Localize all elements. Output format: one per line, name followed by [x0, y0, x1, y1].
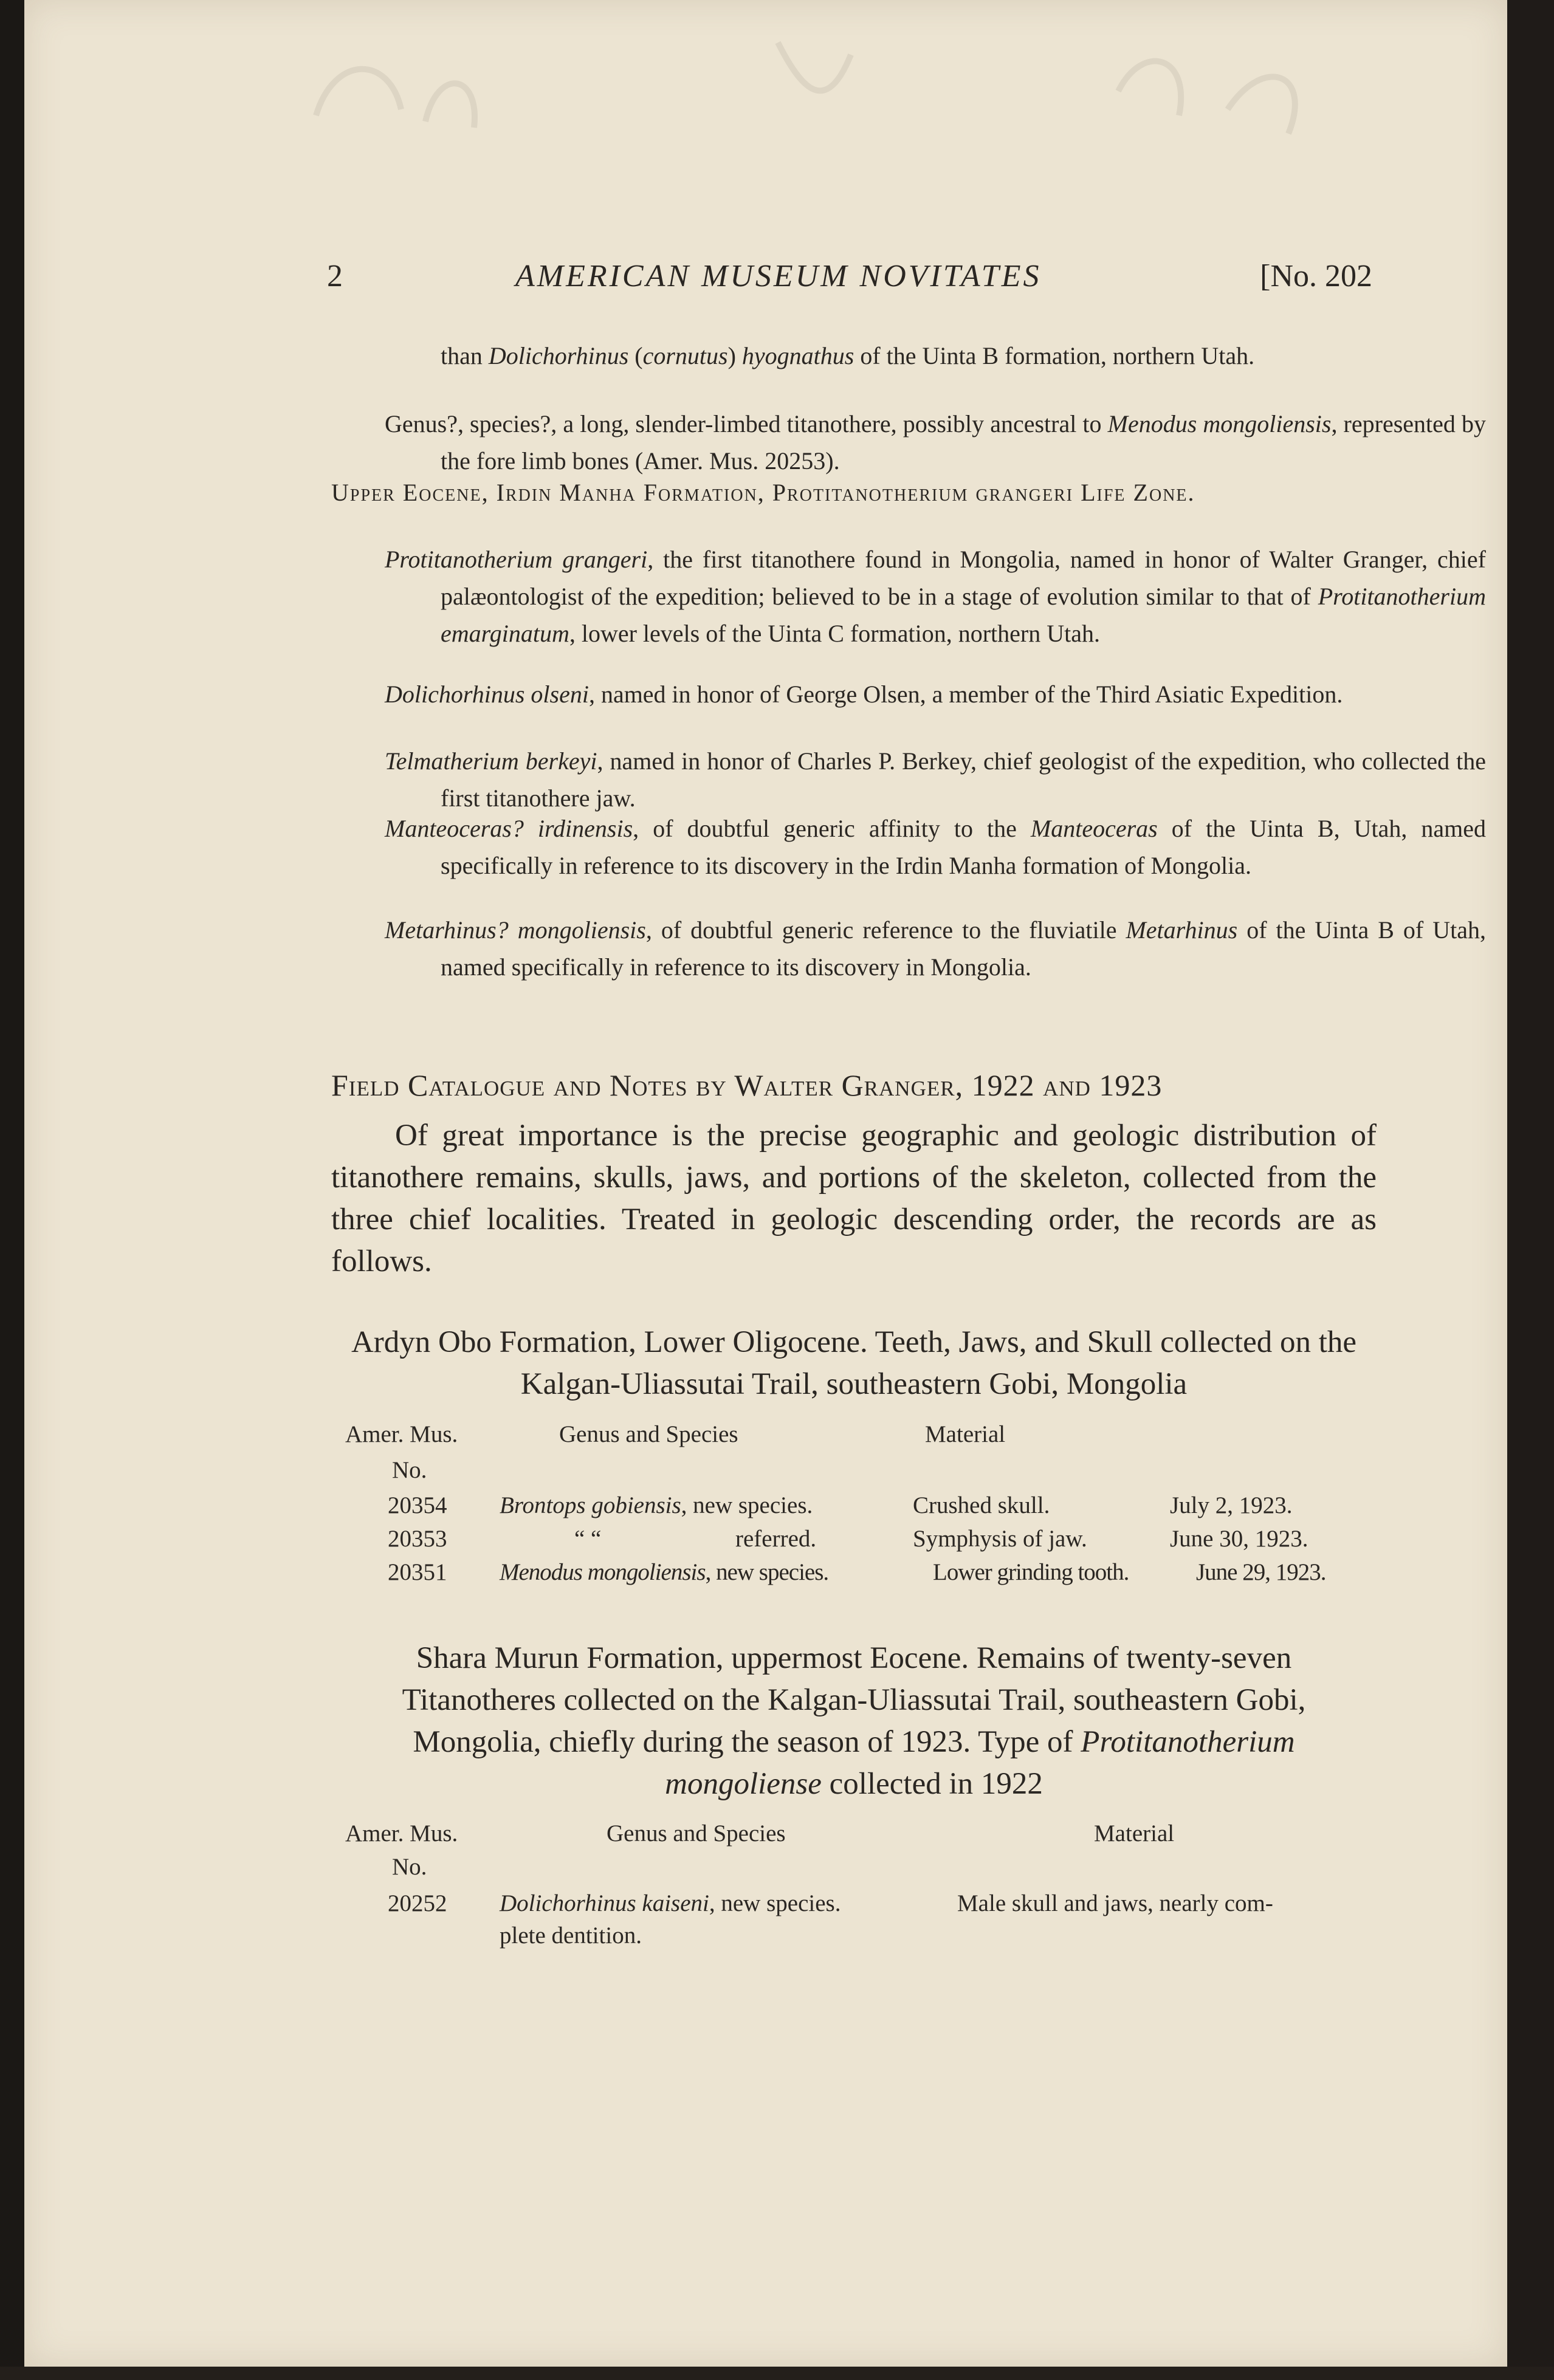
row-number: 20354 [388, 1492, 447, 1518]
row-material: Symphysis of jaw. [913, 1526, 1087, 1552]
col-header-genus: Genus and Species [607, 1820, 786, 1847]
scan-border-right [1507, 0, 1554, 2380]
row-material-continued: plete dentition. [500, 1922, 642, 1949]
issue-number: [No. 202 [1260, 259, 1372, 293]
entry-protitanotherium-grangeri: Protitanotherium grangeri, the first titanothere found in Mongolia, named in honor of Walter Granger, chief palæontologist of the expedition; believed to be in a stage of evolution similar to that of Protitanotherium emarginatum, lower levels of the Uinta C formation, northern Utah. [385, 546, 1486, 647]
paragraph-dolichorhinus-continuation: than Dolichorhinus (cornutus) hyognathus of the Uinta B formation, northern Utah. [441, 342, 1255, 369]
bleed-through-marks [280, 18, 1434, 152]
col-header-number: Amer. Mus. [345, 1820, 458, 1847]
entry-metarhinus-mongoliensis: Metarhinus? mongoliensis, of doubtful generic reference to the fluviatile Metarhinus of the Uinta B of Utah, named specifically in reference to its discovery in Mongolia. [385, 916, 1486, 981]
row-material: Crushed skull. [913, 1492, 1050, 1518]
row-material: Lower grinding tooth. [933, 1559, 1129, 1585]
journal-title: AMERICAN MUSEUM NOVITATES [515, 259, 1042, 293]
col-header-genus: Genus and Species [559, 1421, 738, 1447]
entry-genus-species: Genus?, species?, a long, slender-limbed titanothere, possibly ancestral to Menodus mongoliensis, represented by the fore limb bones (Amer. Mus. 20253). [385, 410, 1486, 475]
scan-border-bottom [0, 2367, 1554, 2380]
row-genus: Brontops gobiensis, new species. [500, 1492, 813, 1518]
entry-manteoceras-irdinensis: Manteoceras? irdinensis, of doubtful generic affinity to the Manteoceras of the Uinta B, Utah, named specifically in reference to its discovery in the Irdin Manha formation of Mongolia. [385, 815, 1486, 879]
section-intro-paragraph: Of great importance is the precise geographic and geologic distribution of titanothere remains, skulls, jaws, and portions of the skeleton, collected from the three chief localities. Treated in geologic descending order, the records are as follows. [331, 1119, 1377, 1278]
col-header-number-2: No. [392, 1457, 427, 1483]
row-genus: referred. [735, 1526, 817, 1552]
col-header-material: Material [1094, 1820, 1175, 1847]
row-number: 20353 [388, 1526, 447, 1552]
shara-caption: Shara Murun Formation, uppermost Eocene. Remains of twenty-seven Titanotheres collected on the Kalgan-Uliassutai Trail, southeastern Gobi, Mongolia, chiefly during the season of 1923. Type of Protitanotherium mongoliense collected in 1922 [402, 1641, 1306, 1801]
row-date: June 29, 1923. [1196, 1559, 1326, 1585]
col-header-material: Material [925, 1421, 1006, 1447]
row-genus-ditto: “ “ [574, 1526, 602, 1552]
entry-dolichorhinus-olseni: Dolichorhinus olseni, named in honor of George Olsen, a member of the Third Asiatic Expedition. [385, 681, 1343, 708]
section-title: Field Catalogue and Notes by Walter Granger, 1922 and 1923 [331, 1068, 1163, 1102]
row-date: July 2, 1923. [1170, 1492, 1293, 1518]
scan-border-left [0, 0, 24, 2380]
row-genus: Menodus mongoliensis, new species. [500, 1559, 829, 1585]
row-number: 20252 [388, 1890, 447, 1916]
entry-telmatherium-berkeyi: Telmatherium berkeyi, named in honor of Charles P. Berkey, chief geologist of the expedition, who collected the first titanothere jaw. [385, 747, 1486, 812]
zone-heading: Upper Eocene, Irdin Manha Formation, Protitanotherium grangeri Life Zone. [331, 479, 1195, 506]
row-material: Male skull and jaws, nearly com- [957, 1890, 1273, 1916]
ardyn-caption: Ardyn Obo Formation, Lower Oligocene. Teeth, Jaws, and Skull collected on the Kalgan-Uliassutai Trail, southeastern Gobi, Mongolia [351, 1325, 1357, 1401]
row-number: 20351 [388, 1559, 447, 1585]
col-header-number-2: No. [392, 1854, 427, 1880]
page-number: 2 [327, 259, 343, 293]
col-header-number: Amer. Mus. [345, 1421, 458, 1447]
row-date: June 30, 1923. [1170, 1526, 1308, 1552]
running-header [327, 258, 1372, 301]
row-genus: Dolichorhinus kaiseni, new species. [500, 1890, 841, 1916]
